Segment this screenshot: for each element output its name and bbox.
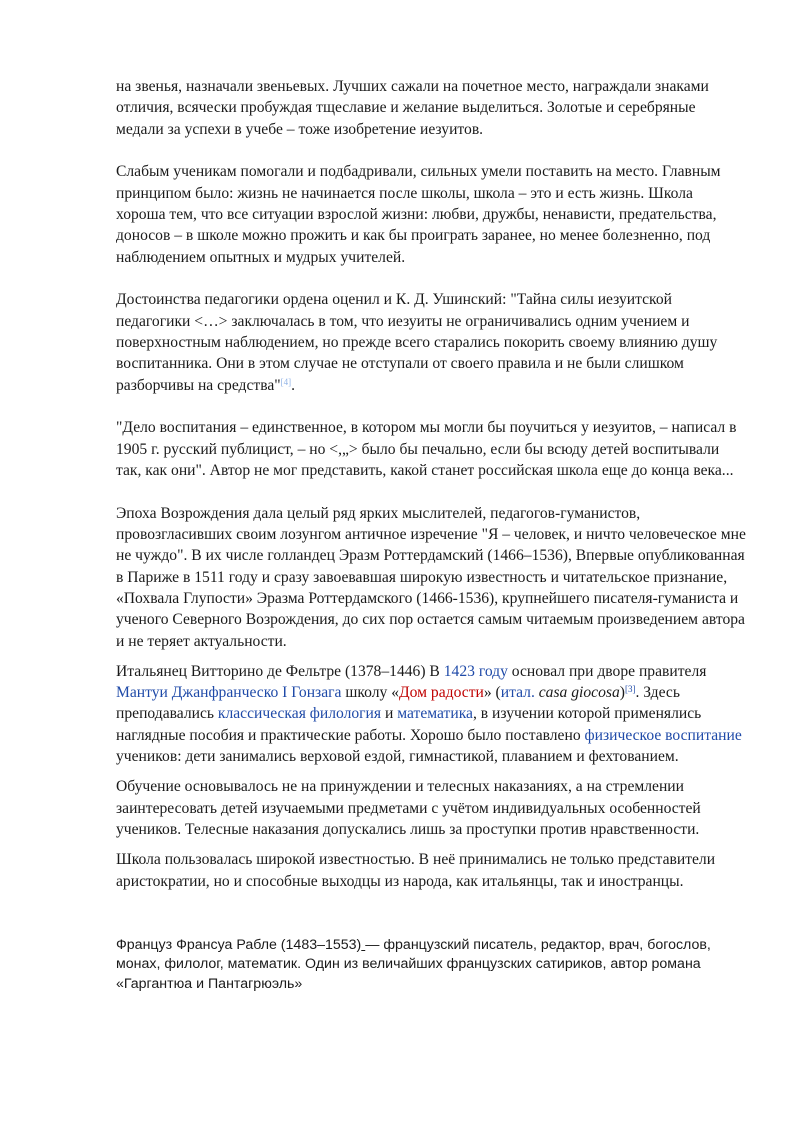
link-house-of-joy[interactable]: Дом радости [399,684,484,702]
rabelais-text-2: — французский писатель, редактор, врач, богослов, монах, филолог, математик. Один из величайших французских сатириков, автор романа «Гаргантюа и Пантагрюэль» [116,936,711,992]
paragraph-jesuit-principles: Слабым ученикам помогали и подбадривали, сильных умели поставить на место. Главным принципом было: жизнь не начинается после школы, школа – это и есть жизнь. Школа хороша тем, что все ситуации взрослой жизни: любви, дружбы, ненависти, предательства, доносов – в школе можно прожить и как бы проиграть заранее, но менее болезненно, под наблюдением опытных и мудрых учителей. [116,163,721,266]
vittorino-text-4: » ( [483,684,501,702]
vittorino-text-7: . Здесь преподавались [116,684,680,723]
paragraph-renaissance: Эпоха Возрождения дала целый ряд ярких мыслителей, педагогов-гуманистов, провозгласивших своим лозунгом античное изречение "Я – человек, и ничто человеческое мне не чуждо". В их числе голландец Эразм Роттердамский (1466–1536), Впервые опубликованная в Париже в 1511 году и сразу завоевавшая широкую известность и читательское признание, «Похвала Глупости» Эразма Роттердамского (1466-1536), крупнейшего писателя-гуманиста и ученого Северного Возрождения, до сих пор остается самым читаемым произведением автора и не теряет актуальности. [116,504,746,650]
document-page [116,76,746,995]
paragraph-jesuit-rewards: на звенья, назначали звеньевых. Лучших сажали на почетное место, награждали знаками отличия, всячески пробуждая тщеславие и желание выделиться. Золотые и серебряные медали за успехи в учебе – тоже изобретение иезуитов. [116,78,709,138]
link-mathematics[interactable]: математика [397,705,473,723]
casa-giocosa-italic: casa giocosa [538,684,620,702]
paragraph-school-fame: Школа пользовалась широкой известностью. В неё принимались не только представители аристократии, но и способные выходцы из народа, как итальянцы, так и иностранцы. [116,851,716,890]
rabelais-text-1: Француз Франсуа Рабле (1483–1553) [116,936,362,953]
paragraph-vittorino [116,661,746,767]
link-italian[interactable]: итал. [500,684,535,702]
vittorino-text-6: ) [619,684,625,702]
vittorino-text-2: основал при дворе правителя [507,662,707,680]
vittorino-text-9: , в изучении которой применялись наглядные пособия и практические работы. Хорошо было поставлено [116,705,702,744]
vittorino-text-3: школу « [341,684,400,702]
paragraph-education-basis: Обучение основывалось не на принуждении и телесных наказаниях, а на стремлении заинтересовать детей изучаемыми предметами с учётом индивидуальных особенностей учеников. Телесные наказания допускались лишь за проступки против нравственности. [116,778,701,838]
vittorino-text-8: и [381,705,398,723]
vittorino-text-10: учеников: дети занимались верховой ездой, гимнастикой, плаванием и фехтованием. [116,748,679,766]
link-gonzaga[interactable]: Мантуи Джанфранческо I Гонзага [116,684,342,702]
blank-spacer [116,892,746,936]
link-classical-philology[interactable]: классическая филология [217,705,382,723]
paragraph-publicist-quote: "Дело воспитания – единственное, в котором мы могли бы поучиться у иезуитов, – написал в 1905 г. русский публицист, – но <,„> было бы печально, если бы всюду детей воспитывали так, как они". Автор не мог представить, какой станет российская школа еще до конца века... [116,419,737,479]
link-1423-year[interactable]: 1423 году [443,662,508,680]
link-physical-education[interactable]: физическое воспитание [584,726,742,744]
vittorino-text-1: Итальянец Витторино де Фельтре (1378–1446) В [116,662,444,680]
footnote-ref-4[interactable]: [4] [280,376,292,387]
paragraph-ushinsky [116,289,746,395]
ushinsky-end: . [291,376,296,394]
ushinsky-text: Достоинства педагогики ордена оценил и К. Д. Ушинский: "Тайна силы иезуитской педагогики <…> заключалась в том, что иезуиты не ограничивались одним учением и поверхностным наблюдением, но прежде всего старались покорить своему влиянию душу воспитанника. Они в этом случае не отступали от своего правила и не были слишком разборчивы на средства" [116,291,718,394]
footnote-ref-3[interactable]: [3] [624,684,636,695]
paragraph-rabelais [116,936,746,995]
